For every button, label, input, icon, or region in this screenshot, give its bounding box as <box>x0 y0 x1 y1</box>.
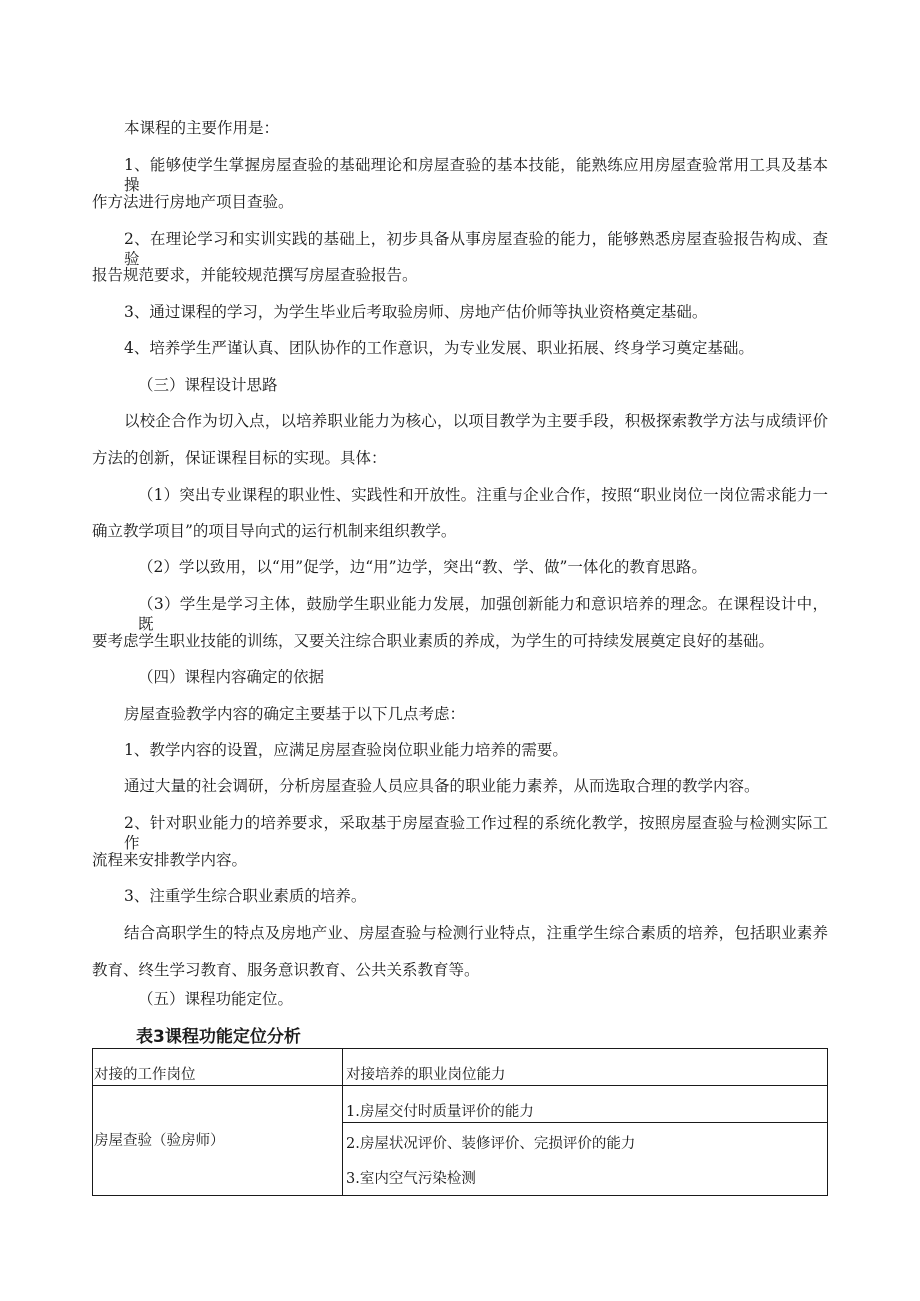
table-title: 表3课程功能定位分析 <box>136 1027 301 1047</box>
paragraph-item-1-line2: 作方法进行房地产项目查验。 <box>92 193 294 211</box>
table-cell-ability-2: 2.房屋状况评价、装修评价、完损评价的能力 <box>346 1136 636 1152</box>
paragraph-design-line1: 以校企合作为切入点，以培养职业能力为核心，以项目教学为主要手段，积极探索教学方法与成绩评价 <box>124 412 828 430</box>
paragraph-design-line2: 方法的创新，保证课程目标的实现。具体： <box>92 449 387 467</box>
table-border-top <box>92 1048 828 1049</box>
paragraph-item-2-line1: 2、在理论学习和实训实践的基础上，初步具备从事房屋查验的能力，能够熟悉房屋查验报告构成、查验 <box>124 230 828 268</box>
paragraph-content-3-detail-line2: 教育、终生学习教育、服务意识教育、公共关系教育等。 <box>92 961 480 979</box>
paragraph-item-4: 4、培养学生严谨认真、团队协作的工作意识，为专业发展、职业拓展、终身学习奠定基础。 <box>124 339 754 357</box>
paragraph-content-2-line1: 2、针对职业能力的培养要求，采取基于房屋查验工作过程的系统化教学，按照房屋查验与检测实际工作 <box>124 814 828 852</box>
paragraph-content-3-detail-line1: 结合高职学生的特点及房地产业、房屋查验与检测行业特点，注重学生综合素质的培养，包括职业素养 <box>124 924 828 942</box>
paragraph-item-2-line2: 报告规范要求，并能较规范撰写房屋查验报告。 <box>92 266 418 284</box>
paragraph-design-2: （2）学以致用，以“用”促学，边“用”边学，突出“教、学、做”一体化的教育思路。 <box>138 558 707 576</box>
paragraph-content-2-line2: 流程来安排教学内容。 <box>92 851 248 869</box>
paragraph-content-basis: 房屋查验教学内容的确定主要基于以下几点考虑： <box>124 705 466 723</box>
section-heading-4: （四）课程内容确定的依据 <box>138 668 325 686</box>
paragraph-content-3: 3、注重学生综合职业素质的培养。 <box>124 887 367 905</box>
paragraph-design-1-line2: 确立教学项目”的项目导向式的运行机制来组织教学。 <box>92 522 457 540</box>
paragraph-design-3-line2: 要考虑学生职业技能的训练，又要关注综合职业素质的养成，为学生的可持续发展奠定良好的基础。 <box>92 632 775 650</box>
table-header-divider <box>92 1085 828 1086</box>
paragraph-design-3-line1: （3）学生是学习主体，鼓励学生职业能力发展，加强创新能力和意识培养的理念。在课程设计中，既 <box>138 595 828 633</box>
table-cell-ability-3: 3.室内空气污染检测 <box>346 1171 476 1187</box>
paragraph-design-1-line1: （1）突出专业课程的职业性、实践性和开放性。注重与企业合作，按照“职业岗位一岗位需求能力一 <box>138 486 828 504</box>
paragraph-item-3: 3、通过课程的学习，为学生毕业后考取验房师、房地产估价师等执业资格奠定基础。 <box>124 303 708 321</box>
paragraph-content-1-detail: 通过大量的社会调研，分析房屋查验人员应具备的职业能力素养，从而选取合理的教学内容。 <box>124 777 760 795</box>
table-border-bottom <box>92 1195 828 1196</box>
function-positioning-table <box>92 1048 828 1196</box>
table-border-left <box>92 1048 93 1196</box>
section-heading-3: （三）课程设计思路 <box>138 376 278 394</box>
section-heading-5: （五）课程功能定位。 <box>138 990 294 1008</box>
table-row-divider <box>342 1122 828 1123</box>
paragraph-item-1-line1: 1、能够使学生掌握房屋查验的基础理论和房屋查验的基本技能，能熟练应用房屋查验常用工具及基本操 <box>124 156 828 194</box>
table-cell-job: 房屋查验（验房师） <box>94 1133 225 1149</box>
paragraph-content-1: 1、教学内容的设置，应满足房屋查验岗位职业能力培养的需要。 <box>124 741 568 759</box>
table-cell-ability-1: 1.房屋交付时质量评价的能力 <box>346 1104 534 1120</box>
paragraph-intro: 本课程的主要作用是： <box>124 119 280 137</box>
table-header-ability: 对接培养的职业岗位能力 <box>346 1067 506 1083</box>
table-header-job: 对接的工作岗位 <box>94 1067 196 1083</box>
